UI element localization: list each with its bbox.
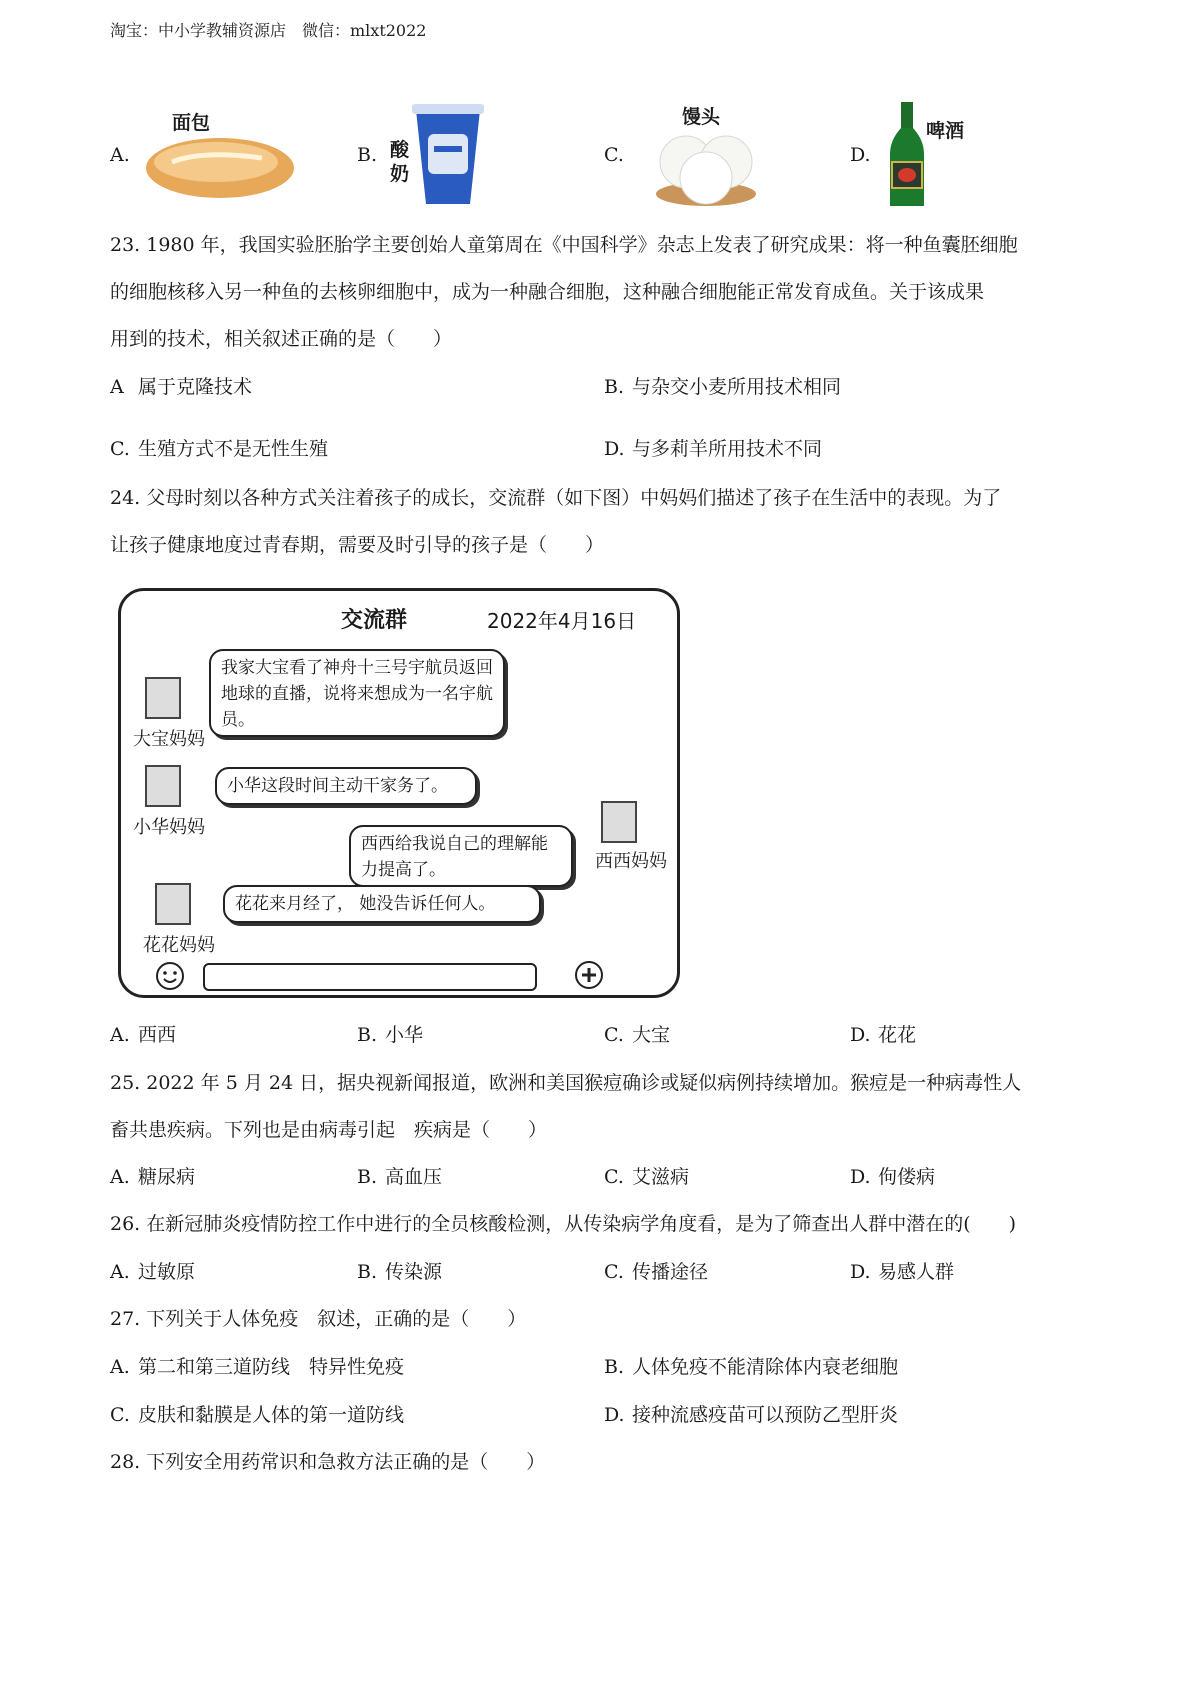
message-bubble-xiaohua: 小华这段时间主动干家务了。 [215,767,477,805]
q23-line-2: 的细胞核移入另一种鱼的去核卵细胞中，成为一种融合细胞，这种融合细胞能正常发育成鱼。关于该成果 [110,281,985,303]
beer-bottle-image [884,102,930,208]
q26-line-1: 26. 在新冠肺炎疫情防控工作中进行的全员核酸检测，从传染病学角度看，是为了筛查出人群中潜在的( ) [110,1213,1017,1235]
q23-option-a: A 属于克隆技术 [110,376,253,398]
bread-label: 面包 [172,112,211,134]
message-bubble-xixi: 西西给我说自己的理解能力提高了。 [349,825,573,887]
message-bubble-huahua: 花花来月经了， 她没告诉任何人。 [223,885,541,923]
q23-option-c: C. 生殖方式不是无性生殖 [110,438,329,460]
smiley-icon[interactable] [155,961,185,991]
q22-option-b: B. [357,144,378,166]
q24-option-b: B. 小华 [357,1024,424,1046]
yogurt-label: 酸奶 [390,139,410,185]
chat-date: 2022年4月16日 [487,609,637,633]
q24-option-d: D. 花花 [850,1024,917,1046]
q26-option-c: C. 传播途径 [604,1261,709,1283]
q24-option-c: C. 大宝 [604,1024,671,1046]
q22-option-d: D. [850,144,871,166]
q23-line-3: 用到的技术，相关叙述正确的是（ ） [110,328,453,350]
message-bubble-dabao: 我家大宝看了神舟十三号宇航员返回地球的直播，说将来想成为一名宇航员。 [209,649,505,737]
chat-input[interactable] [203,963,537,991]
sender-xixi-mom: 西西妈妈 [595,851,667,872]
steamed-buns-image [652,122,760,208]
q24-line-1: 24. 父母时刻以各种方式关注着孩子的成长，交流群（如下图）中妈妈们描述了孩子在生活中的表现。为了 [110,487,1002,509]
avatar-xiaohua-mom [145,765,181,807]
q27-option-d: D. 接种流感疫苗可以预防乙型肝炎 [604,1404,899,1426]
q26-option-d: D. 易感人群 [850,1261,955,1283]
sender-huahua-mom: 花花妈妈 [143,935,215,956]
q25-line-2: 畜共患疾病。下列也是由病毒引起 疾病是（ ） [110,1119,548,1141]
q24-option-a: A. 西西 [110,1024,177,1046]
q27-option-b: B. 人体免疫不能清除体内衰老细胞 [604,1356,899,1378]
q27-option-a: A. 第二和第三道防线 特异性免疫 [110,1356,405,1378]
q26-option-a: A. 过敏原 [110,1261,196,1283]
q26-option-b: B. 传染源 [357,1261,443,1283]
avatar-xixi-mom [601,801,637,843]
q27-option-c: C. 皮肤和黏膜是人体的第一道防线 [110,1404,405,1426]
q23-option-d: D. 与多莉羊所用技术不同 [604,438,823,460]
yogurt-cup-image [410,100,486,208]
q25-option-b: B. 高血压 [357,1166,443,1188]
q23-line-1: 23. 1980 年，我国实验胚胎学主要创始人童第周在《中国科学》杂志上发表了研究成果：将一种鱼囊胚细胞 [110,234,1018,256]
beer-label: 啤酒 [926,120,965,142]
sender-xiaohua-mom: 小华妈妈 [133,817,205,838]
bread-image [142,128,298,204]
q25-option-c: C. 艾滋病 [604,1166,690,1188]
chat-group-figure [118,588,680,998]
q28-line-1: 28. 下列安全用药常识和急救方法正确的是（ ） [110,1451,546,1473]
q25-option-a: A. 糖尿病 [110,1166,196,1188]
q25-option-d: D. 佝偻病 [850,1166,936,1188]
chat-title: 交流群 [341,608,408,633]
q23-option-b: B. 与杂交小麦所用技术相同 [604,376,842,398]
q24-line-2: 让孩子健康地度过青春期，需要及时引导的孩子是（ ） [110,534,605,556]
q22-option-c: C. [604,144,624,166]
page-header: 淘宝：中小学教辅资源店 微信：mlxt2022 [110,21,427,40]
avatar-dabao-mom [145,677,181,719]
avatar-huahua-mom [155,883,191,925]
q22-option-a: A. [110,144,130,166]
q27-line-1: 27. 下列关于人体免疫 叙述，正确的是（ ） [110,1308,527,1330]
plus-icon[interactable] [573,959,605,991]
q25-line-1: 25. 2022 年 5 月 24 日，据央视新闻报道，欧洲和美国猴痘确诊或疑似病例持续增加。猴痘是一种病毒性人 [110,1072,1022,1094]
sender-dabao-mom: 大宝妈妈 [133,729,205,750]
steamed-bun-label: 馒头 [682,106,721,128]
